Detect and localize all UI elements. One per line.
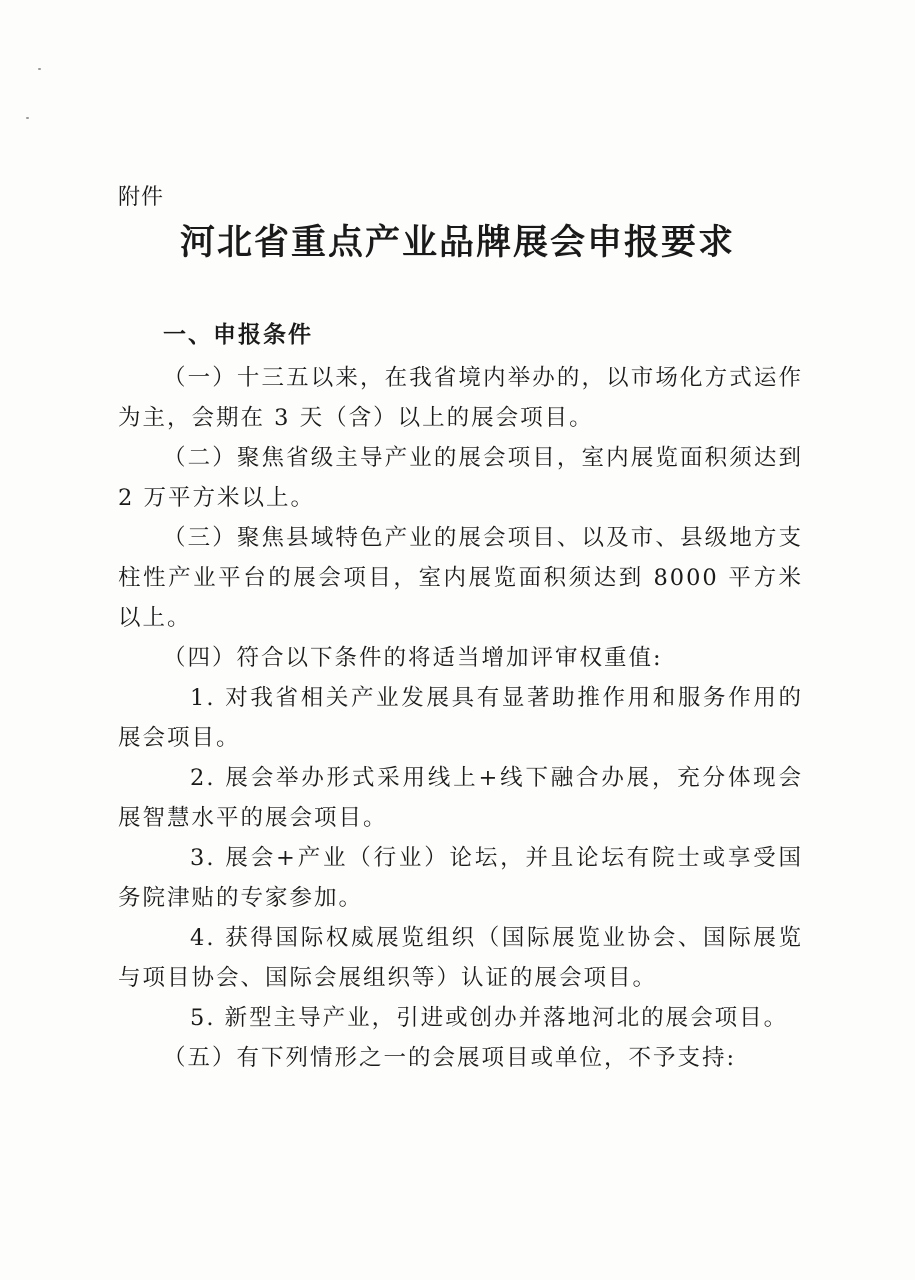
scan-speck (26, 117, 29, 119)
weight-item-5: 5. 新型主导产业，引进或创办并落地河北的展会项目。 (190, 1005, 789, 1031)
condition-5: （五）有下列情形之一的会展项目或单位，不予支持: (163, 1045, 737, 1071)
document-title: 河北省重点产业品牌展会申报要求 (179, 223, 735, 263)
weight-item-1: 1. 对我省相关产业发展具有显著助推作用和服务作用的展会项目。 (118, 685, 803, 751)
attachment-label: 附件 (118, 185, 165, 210)
scan-speck (38, 68, 41, 70)
section-heading: 一、申报条件 (163, 322, 313, 348)
condition-2: （二）聚焦省级主导产业的展会项目，室内展览面积须达到 2 万平方米以上。 (118, 445, 803, 511)
weight-item-4: 4. 获得国际权威展览组织（国际展览业协会、国际展览与项目协会、国际会展组织等）认证的展会项目。 (118, 925, 803, 991)
condition-4: （四）符合以下条件的将适当增加评审权重值: (163, 645, 663, 671)
document-body (118, 315, 803, 1078)
condition-1: （一）十三五以来，在我省境内举办的，以市场化方式运作为主，会期在 3 天（含）以上的展会项目。 (118, 365, 803, 431)
weight-item-3: 3. 展会+产业（行业）论坛，并且论坛有院士或享受国务院津贴的专家参加。 (118, 845, 803, 911)
condition-3: （三）聚焦县域特色产业的展会项目、以及市、县级地方支柱性产业平台的展会项目，室内展览面积须达到 8000 平方米以上。 (118, 525, 803, 631)
weight-item-2: 2. 展会举办形式采用线上+线下融合办展，充分体现会展智慧水平的展会项目。 (118, 765, 803, 831)
